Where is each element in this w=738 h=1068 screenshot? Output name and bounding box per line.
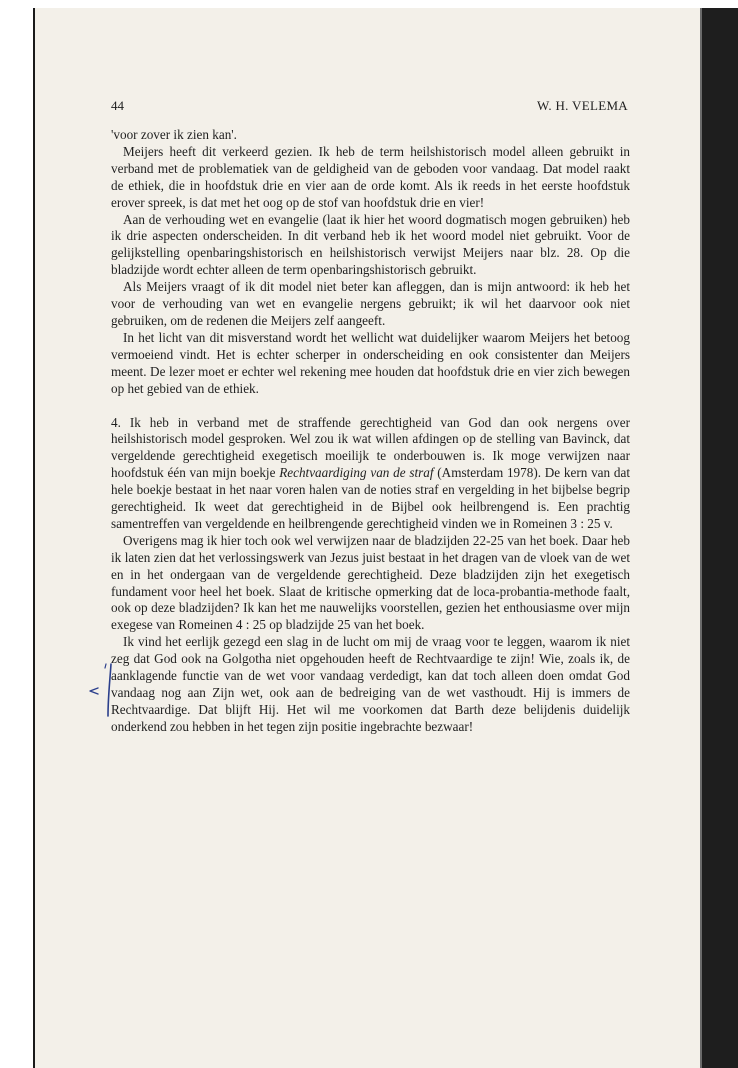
paragraph: Ik vind het eerlijk gezegd een slag in de lucht om mij de vraag voor te leggen, waarom ik niet zeg dat God ook na Golgotha niet opgehouden heeft de Rechtvaardige te zijn! Wie, zoals ik, de aanklagende functie van de wet voor vandaag verdedigt, kan dat toch alleen doen omdat God vandaag nog aan Zijn wet, ook aan de bedreiging van de wet vasthoudt. Hij is immers de Rechtvaardige. Dat blijft Hij. Het wil me voorkomen dat Barth deze belijdenis duidelijk onderkend zou hebben in het tegen zijn positie ingebrachte bezwaar! <box>111 634 630 734</box>
scan-top-edge <box>0 0 738 8</box>
paragraph: Als Meijers vraagt of ik dit model niet beter kan afleggen, dan is mijn antwoord: ik heb het voor de verhouding van wet en evangelie nergens gebruikt; ik wil het daarvoor ook niet gebruiken, om de redenen die Meijers zelf aangeeft. <box>111 279 630 328</box>
running-header <box>111 98 628 118</box>
paragraph-section-4 <box>111 415 630 533</box>
handwritten-margin-mark-icon <box>78 660 118 720</box>
paragraph: In het licht van dit misverstand wordt het wellicht wat duidelijker waarom Meijers het betoog vermoeiend vindt. Het is echter scherper in onderscheiding en ook consistenter dan Meijers meent. De lezer moet er echter wel rekening mee houden dat hoofdstuk drie en vier zich bewegen op het gebied van de ethiek. <box>111 329 630 396</box>
book-title: Rechtvaardiging van de straf <box>279 465 434 481</box>
page-number: 44 <box>111 98 124 113</box>
paragraph: Aan de verhouding wet en evangelie (laat ik hier het woord dogmatisch mogen gebruiken) heb ik drie aspecten onderscheiden. In dit verband heb ik het woord model niet gebruikt. Voor de gelijkstelling openbaringshistorisch en heilshistorisch verwijst Meijers naar blz. 28. Op die bladzijde wordt echter alleen de term openbaringshistorisch gebruikt. <box>111 211 630 278</box>
scan-right-border <box>702 8 738 1068</box>
paragraph-text: (Amsterdam 1978). De kern van dat hele boekje bestaat in het naar voren halen van de noties straf en vergelding in het bijbelse begrip gerechtigheid. Ik weet dat gerechtigheid in de Bijbel ook heilbrengend is. Een prachtig samentreffen van vergeldende en heilbrengende gerechtigheid vinden we in Romeinen 3 : 25 v. <box>111 465 630 531</box>
paragraph: 'voor zover ik zien kan'. <box>111 127 237 142</box>
paragraph: Overigens mag ik hier toch ook wel verwijzen naar de bladzijden 22-25 van het boek. Daar heb ik laten zien dat het verlossingswerk van Jezus juist bestaat in het dragen van de vloek van de wet en in het ondergaan van de vergeldende gerechtigheid. Deze bladzijden zijn het exegetisch fundament voor heel het boek. Slaat de kritische opmerking dat de loca-probantia-methode faalt, ook op deze bladzijden? Ik kan het me nauwelijks voorstellen, gezien het enthousiasme over mijn exegese van Romeinen 4 : 25 op bladzijde 25 van het boek. <box>111 532 630 633</box>
body-text <box>111 127 630 736</box>
paragraph: Meijers heeft dit verkeerd gezien. Ik heb de term heilshistorisch model alleen gebruikt in verband met de problematiek van de geldigheid van de geboden voor vandaag. Dat model raakt de ethiek, die in hoofdstuk drie en vier aan de orde komt. Als ik reeds in het eerste hoofdstuk erover spreek, is dat met het oog op de stof van hoofdstuk drie en vier! <box>111 143 630 210</box>
paragraph-text: 4. Ik heb in verband met de straffende gerechtigheid van God dan ook nergens over heilshistorisch model gesproken. Wel zou ik wat willen afdingen op de stelling van Bavinck, dat vergeldende gerechtigheid exegetisch moeilijk te onderbouwen is. Ik moge verwijzen naar hoofdstuk één van mijn boekje <box>111 414 630 481</box>
running-head-author: W. H. VELEMA <box>537 98 628 113</box>
